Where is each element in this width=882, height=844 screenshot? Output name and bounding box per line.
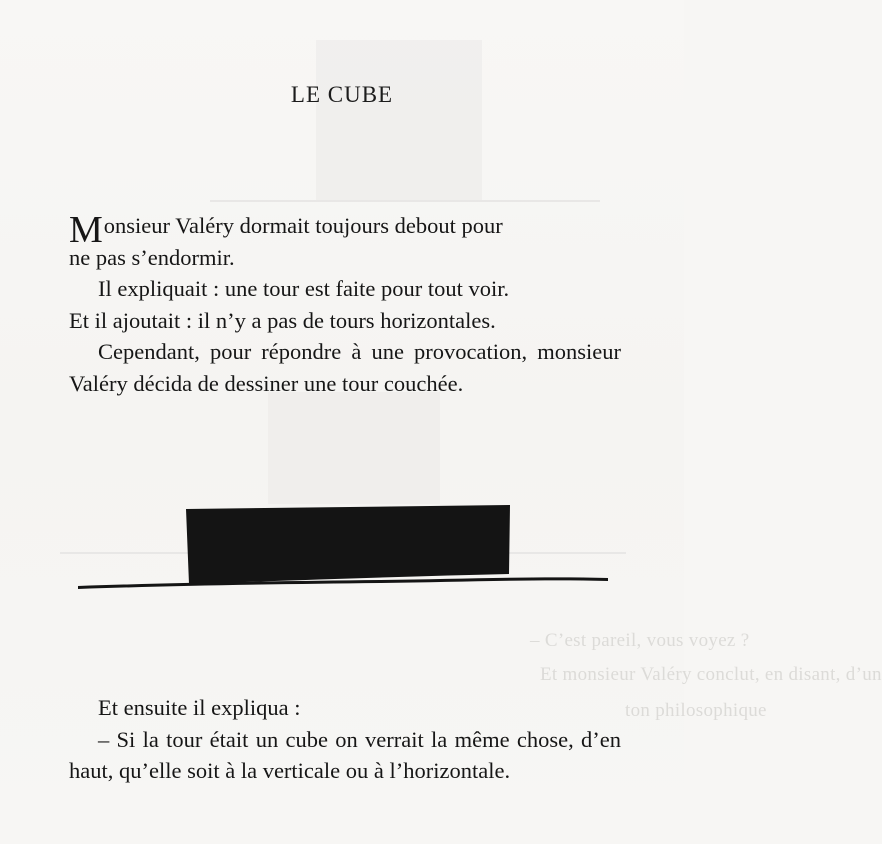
lying-tower-block xyxy=(186,505,510,584)
ghost-text-2: Et monsieur Valéry conclut, en disant, d’un xyxy=(540,664,882,685)
paragraph-2-line-2: Et il ajoutait : il n’y a pas de tours horizontales. xyxy=(69,307,496,333)
paragraph-1-line-1: onsieur Valéry dormait toujours debout pour xyxy=(103,213,503,238)
paragraph-1 xyxy=(69,210,621,273)
ghost-line-top xyxy=(210,200,600,202)
ghost-square-middle xyxy=(268,392,440,504)
paragraph-2-line-1: Il expliquait : une tour est faite pour tout voir. xyxy=(98,276,510,301)
drop-cap: M xyxy=(69,209,103,251)
lying-tower-illustration xyxy=(0,490,684,600)
text-block-bottom xyxy=(69,692,621,787)
page-title: LE CUBE xyxy=(290,82,394,107)
ghost-square-top xyxy=(316,40,482,200)
paragraph-1-line-2: ne pas s’endormir. xyxy=(69,244,235,270)
paragraph-3: Cependant, pour répondre à une provocation, monsieur Valéry décida de dessiner une tour couchée. xyxy=(69,339,621,396)
paragraph-4: Et ensuite il expliqua : xyxy=(98,695,301,720)
ground-line xyxy=(78,577,608,589)
ghost-text-1: – C’est pareil, vous voyez ? xyxy=(530,630,750,651)
paragraph-5: – Si la tour était un cube on verrait la même chose, d’en haut, qu’elle soit à la verticale ou à l’horizontale. xyxy=(69,726,621,783)
ghost-text-3: ton philosophique xyxy=(625,700,767,721)
text-block-top xyxy=(69,210,621,399)
